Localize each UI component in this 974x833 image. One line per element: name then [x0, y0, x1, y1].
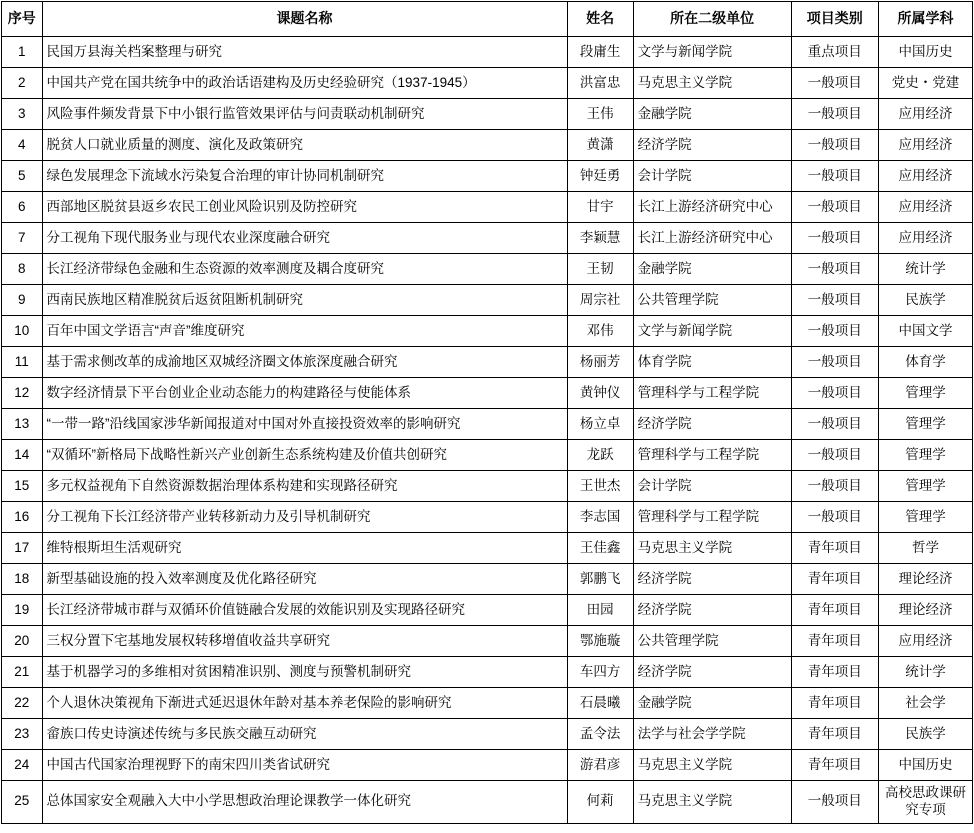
- cell-seq: 1: [2, 37, 43, 68]
- cell-name: 郭鹏飞: [567, 564, 633, 595]
- cell-unit: 马克思主义学院: [633, 68, 791, 99]
- cell-name: 钟廷勇: [567, 161, 633, 192]
- cell-unit: 经济学院: [633, 564, 791, 595]
- cell-discipline: 体育学: [879, 347, 973, 378]
- cell-category: 一般项目: [791, 99, 878, 130]
- cell-name: 王伟: [567, 99, 633, 130]
- cell-category: 一般项目: [791, 347, 878, 378]
- cell-name: 洪富忠: [567, 68, 633, 99]
- cell-title: 分工视角下长江经济带产业转移新动力及引导机制研究: [42, 502, 567, 533]
- cell-category: 一般项目: [791, 378, 878, 409]
- cell-unit: 文学与新闻学院: [633, 37, 791, 68]
- cell-seq: 25: [2, 781, 43, 824]
- cell-unit: 管理科学与工程学院: [633, 378, 791, 409]
- cell-seq: 21: [2, 657, 43, 688]
- cell-discipline: 理论经济: [879, 564, 973, 595]
- table-row: [2, 781, 973, 824]
- cell-category: 一般项目: [791, 254, 878, 285]
- cell-title: “一带一路”沿线国家涉华新闻报道对中国对外直接投资效率的影响研究: [42, 409, 567, 440]
- cell-name: 游君彦: [567, 750, 633, 781]
- cell-discipline: 应用经济: [879, 192, 973, 223]
- cell-unit: 经济学院: [633, 595, 791, 626]
- cell-category: 青年项目: [791, 595, 878, 626]
- table-row: [2, 595, 973, 626]
- cell-seq: 7: [2, 223, 43, 254]
- cell-name: 黄潇: [567, 130, 633, 161]
- cell-discipline: 社会学: [879, 688, 973, 719]
- cell-category: 一般项目: [791, 502, 878, 533]
- cell-seq: 22: [2, 688, 43, 719]
- cell-title: 风险事件频发背景下中小银行监管效果评估与问责联动机制研究: [42, 99, 567, 130]
- cell-discipline: 理论经济: [879, 595, 973, 626]
- table-row: [2, 130, 973, 161]
- table-row: [2, 316, 973, 347]
- cell-title: 中国共产党在国共统争中的政治话语建构及历史经验研究（1937-1945）: [42, 68, 567, 99]
- cell-discipline: 应用经济: [879, 99, 973, 130]
- cell-unit: 金融学院: [633, 254, 791, 285]
- cell-title: 分工视角下现代服务业与现代农业深度融合研究: [42, 223, 567, 254]
- cell-discipline: 管理学: [879, 440, 973, 471]
- document-sheet: [0, 1, 974, 824]
- cell-title: 中国古代国家治理视野下的南宋四川类省试研究: [42, 750, 567, 781]
- cell-seq: 6: [2, 192, 43, 223]
- cell-discipline: 中国历史: [879, 37, 973, 68]
- cell-name: 孟令法: [567, 719, 633, 750]
- cell-unit: 马克思主义学院: [633, 781, 791, 824]
- cell-category: 一般项目: [791, 68, 878, 99]
- cell-discipline: 管理学: [879, 471, 973, 502]
- cell-unit: 体育学院: [633, 347, 791, 378]
- cell-title: 基于需求侧改革的成渝地区双城经济圈文体旅深度融合研究: [42, 347, 567, 378]
- cell-name: 王佳鑫: [567, 533, 633, 564]
- table-row: [2, 285, 973, 316]
- table-row: [2, 626, 973, 657]
- cell-seq: 19: [2, 595, 43, 626]
- cell-unit: 长江上游经济研究中心: [633, 192, 791, 223]
- column-header-category: 项目类别: [791, 2, 878, 37]
- cell-title: 数字经济情景下平台创业企业动态能力的构建路径与使能体系: [42, 378, 567, 409]
- cell-title: 民国万县海关档案整理与研究: [42, 37, 567, 68]
- cell-unit: 会计学院: [633, 161, 791, 192]
- cell-category: 一般项目: [791, 130, 878, 161]
- cell-name: 李志国: [567, 502, 633, 533]
- cell-name: 段庸生: [567, 37, 633, 68]
- table-row: [2, 440, 973, 471]
- cell-unit: 马克思主义学院: [633, 750, 791, 781]
- table-row: [2, 347, 973, 378]
- cell-name: 邓伟: [567, 316, 633, 347]
- table-row: [2, 409, 973, 440]
- cell-name: 周宗社: [567, 285, 633, 316]
- cell-title: 长江经济带绿色金融和生态资源的效率测度及耦合度研究: [42, 254, 567, 285]
- column-header-seq: 序号: [2, 2, 43, 37]
- cell-name: 何莉: [567, 781, 633, 824]
- cell-category: 一般项目: [791, 192, 878, 223]
- table-row: [2, 99, 973, 130]
- cell-category: 青年项目: [791, 688, 878, 719]
- table-row: [2, 471, 973, 502]
- cell-seq: 18: [2, 564, 43, 595]
- cell-title: 个人退休决策视角下渐进式延迟退休年龄对基本养老保险的影响研究: [42, 688, 567, 719]
- cell-name: 杨立卓: [567, 409, 633, 440]
- cell-seq: 20: [2, 626, 43, 657]
- cell-discipline: 统计学: [879, 254, 973, 285]
- cell-name: 杨丽芳: [567, 347, 633, 378]
- cell-seq: 23: [2, 719, 43, 750]
- cell-seq: 11: [2, 347, 43, 378]
- cell-seq: 17: [2, 533, 43, 564]
- table-row: [2, 68, 973, 99]
- cell-unit: 管理科学与工程学院: [633, 440, 791, 471]
- cell-category: 青年项目: [791, 719, 878, 750]
- cell-unit: 经济学院: [633, 130, 791, 161]
- cell-name: 车四方: [567, 657, 633, 688]
- cell-discipline: 中国文学: [879, 316, 973, 347]
- cell-name: 王韧: [567, 254, 633, 285]
- table-row: [2, 750, 973, 781]
- cell-discipline: 民族学: [879, 285, 973, 316]
- project-list-table: [1, 1, 973, 824]
- cell-discipline: 党史・党建: [879, 68, 973, 99]
- cell-seq: 2: [2, 68, 43, 99]
- table-row: [2, 502, 973, 533]
- table-row: [2, 378, 973, 409]
- cell-unit: 经济学院: [633, 409, 791, 440]
- cell-seq: 9: [2, 285, 43, 316]
- cell-discipline: 民族学: [879, 719, 973, 750]
- cell-unit: 会计学院: [633, 471, 791, 502]
- cell-discipline: 哲学: [879, 533, 973, 564]
- table-row: [2, 564, 973, 595]
- table-row: [2, 719, 973, 750]
- cell-title: 脱贫人口就业质量的测度、演化及政策研究: [42, 130, 567, 161]
- cell-discipline: 管理学: [879, 378, 973, 409]
- cell-name: 田园: [567, 595, 633, 626]
- cell-discipline: 中国历史: [879, 750, 973, 781]
- cell-category: 一般项目: [791, 440, 878, 471]
- cell-title: 三权分置下宅基地发展权转移增值收益共享研究: [42, 626, 567, 657]
- cell-title: 西部地区脱贫县返乡农民工创业风险识别及防控研究: [42, 192, 567, 223]
- cell-discipline: 管理学: [879, 409, 973, 440]
- cell-category: 青年项目: [791, 626, 878, 657]
- cell-name: 甘宇: [567, 192, 633, 223]
- cell-seq: 16: [2, 502, 43, 533]
- column-header-discipline: 所属学科: [879, 2, 973, 37]
- cell-seq: 15: [2, 471, 43, 502]
- cell-unit: 文学与新闻学院: [633, 316, 791, 347]
- cell-seq: 10: [2, 316, 43, 347]
- cell-title: 畲族口传史诗演述传统与多民族交融互动研究: [42, 719, 567, 750]
- cell-unit: 公共管理学院: [633, 285, 791, 316]
- column-header-unit: 所在二级单位: [633, 2, 791, 37]
- cell-discipline: 应用经济: [879, 161, 973, 192]
- cell-discipline: 管理学: [879, 502, 973, 533]
- cell-title: 绿色发展理念下流域水污染复合治理的审计协同机制研究: [42, 161, 567, 192]
- cell-unit: 长江上游经济研究中心: [633, 223, 791, 254]
- cell-category: 一般项目: [791, 285, 878, 316]
- table-row: [2, 688, 973, 719]
- cell-title: 基于机器学习的多维相对贫困精准识别、测度与预警机制研究: [42, 657, 567, 688]
- table-row: [2, 192, 973, 223]
- cell-discipline: 统计学: [879, 657, 973, 688]
- cell-discipline: 应用经济: [879, 223, 973, 254]
- cell-title: 总体国家安全观融入大中小学思想政治理论课教学一体化研究: [42, 781, 567, 824]
- cell-category: 一般项目: [791, 409, 878, 440]
- cell-title: 维特根斯坦生活观研究: [42, 533, 567, 564]
- cell-category: 一般项目: [791, 223, 878, 254]
- cell-name: 龙跃: [567, 440, 633, 471]
- table-header-row: [2, 2, 973, 37]
- cell-title: 多元权益视角下自然资源数据治理体系构建和实现路径研究: [42, 471, 567, 502]
- cell-seq: 13: [2, 409, 43, 440]
- cell-seq: 4: [2, 130, 43, 161]
- table-row: [2, 161, 973, 192]
- cell-title: 百年中国文学语言“声音”维度研究: [42, 316, 567, 347]
- cell-unit: 金融学院: [633, 99, 791, 130]
- cell-unit: 公共管理学院: [633, 626, 791, 657]
- table-row: [2, 37, 973, 68]
- cell-category: 一般项目: [791, 471, 878, 502]
- cell-category: 青年项目: [791, 657, 878, 688]
- cell-title: 西南民族地区精准脱贫后返贫阻断机制研究: [42, 285, 567, 316]
- cell-category: 重点项目: [791, 37, 878, 68]
- cell-category: 一般项目: [791, 161, 878, 192]
- cell-discipline: 高校思政课研究专项: [879, 781, 973, 824]
- cell-seq: 8: [2, 254, 43, 285]
- table-row: [2, 657, 973, 688]
- table-row: [2, 533, 973, 564]
- cell-category: 青年项目: [791, 750, 878, 781]
- cell-discipline: 应用经济: [879, 130, 973, 161]
- cell-seq: 14: [2, 440, 43, 471]
- cell-seq: 12: [2, 378, 43, 409]
- cell-category: 一般项目: [791, 316, 878, 347]
- cell-category: 青年项目: [791, 533, 878, 564]
- cell-unit: 马克思主义学院: [633, 533, 791, 564]
- cell-name: 黄钟仪: [567, 378, 633, 409]
- cell-title: “双循环”新格局下战略性新兴产业创新生态系统构建及价值共创研究: [42, 440, 567, 471]
- cell-name: 李颖慧: [567, 223, 633, 254]
- cell-unit: 管理科学与工程学院: [633, 502, 791, 533]
- table-row: [2, 254, 973, 285]
- cell-category: 青年项目: [791, 564, 878, 595]
- cell-seq: 5: [2, 161, 43, 192]
- column-header-title: 课题名称: [42, 2, 567, 37]
- cell-discipline: 应用经济: [879, 626, 973, 657]
- cell-category: 一般项目: [791, 781, 878, 824]
- cell-seq: 24: [2, 750, 43, 781]
- cell-unit: 法学与社会学学院: [633, 719, 791, 750]
- cell-unit: 经济学院: [633, 657, 791, 688]
- cell-unit: 金融学院: [633, 688, 791, 719]
- cell-name: 鄂施璇: [567, 626, 633, 657]
- cell-name: 王世杰: [567, 471, 633, 502]
- cell-seq: 3: [2, 99, 43, 130]
- cell-title: 新型基础设施的投入效率测度及优化路径研究: [42, 564, 567, 595]
- cell-name: 石晨曦: [567, 688, 633, 719]
- column-header-name: 姓名: [567, 2, 633, 37]
- cell-title: 长江经济带城市群与双循环价值链融合发展的效能识别及实现路径研究: [42, 595, 567, 626]
- table-row: [2, 223, 973, 254]
